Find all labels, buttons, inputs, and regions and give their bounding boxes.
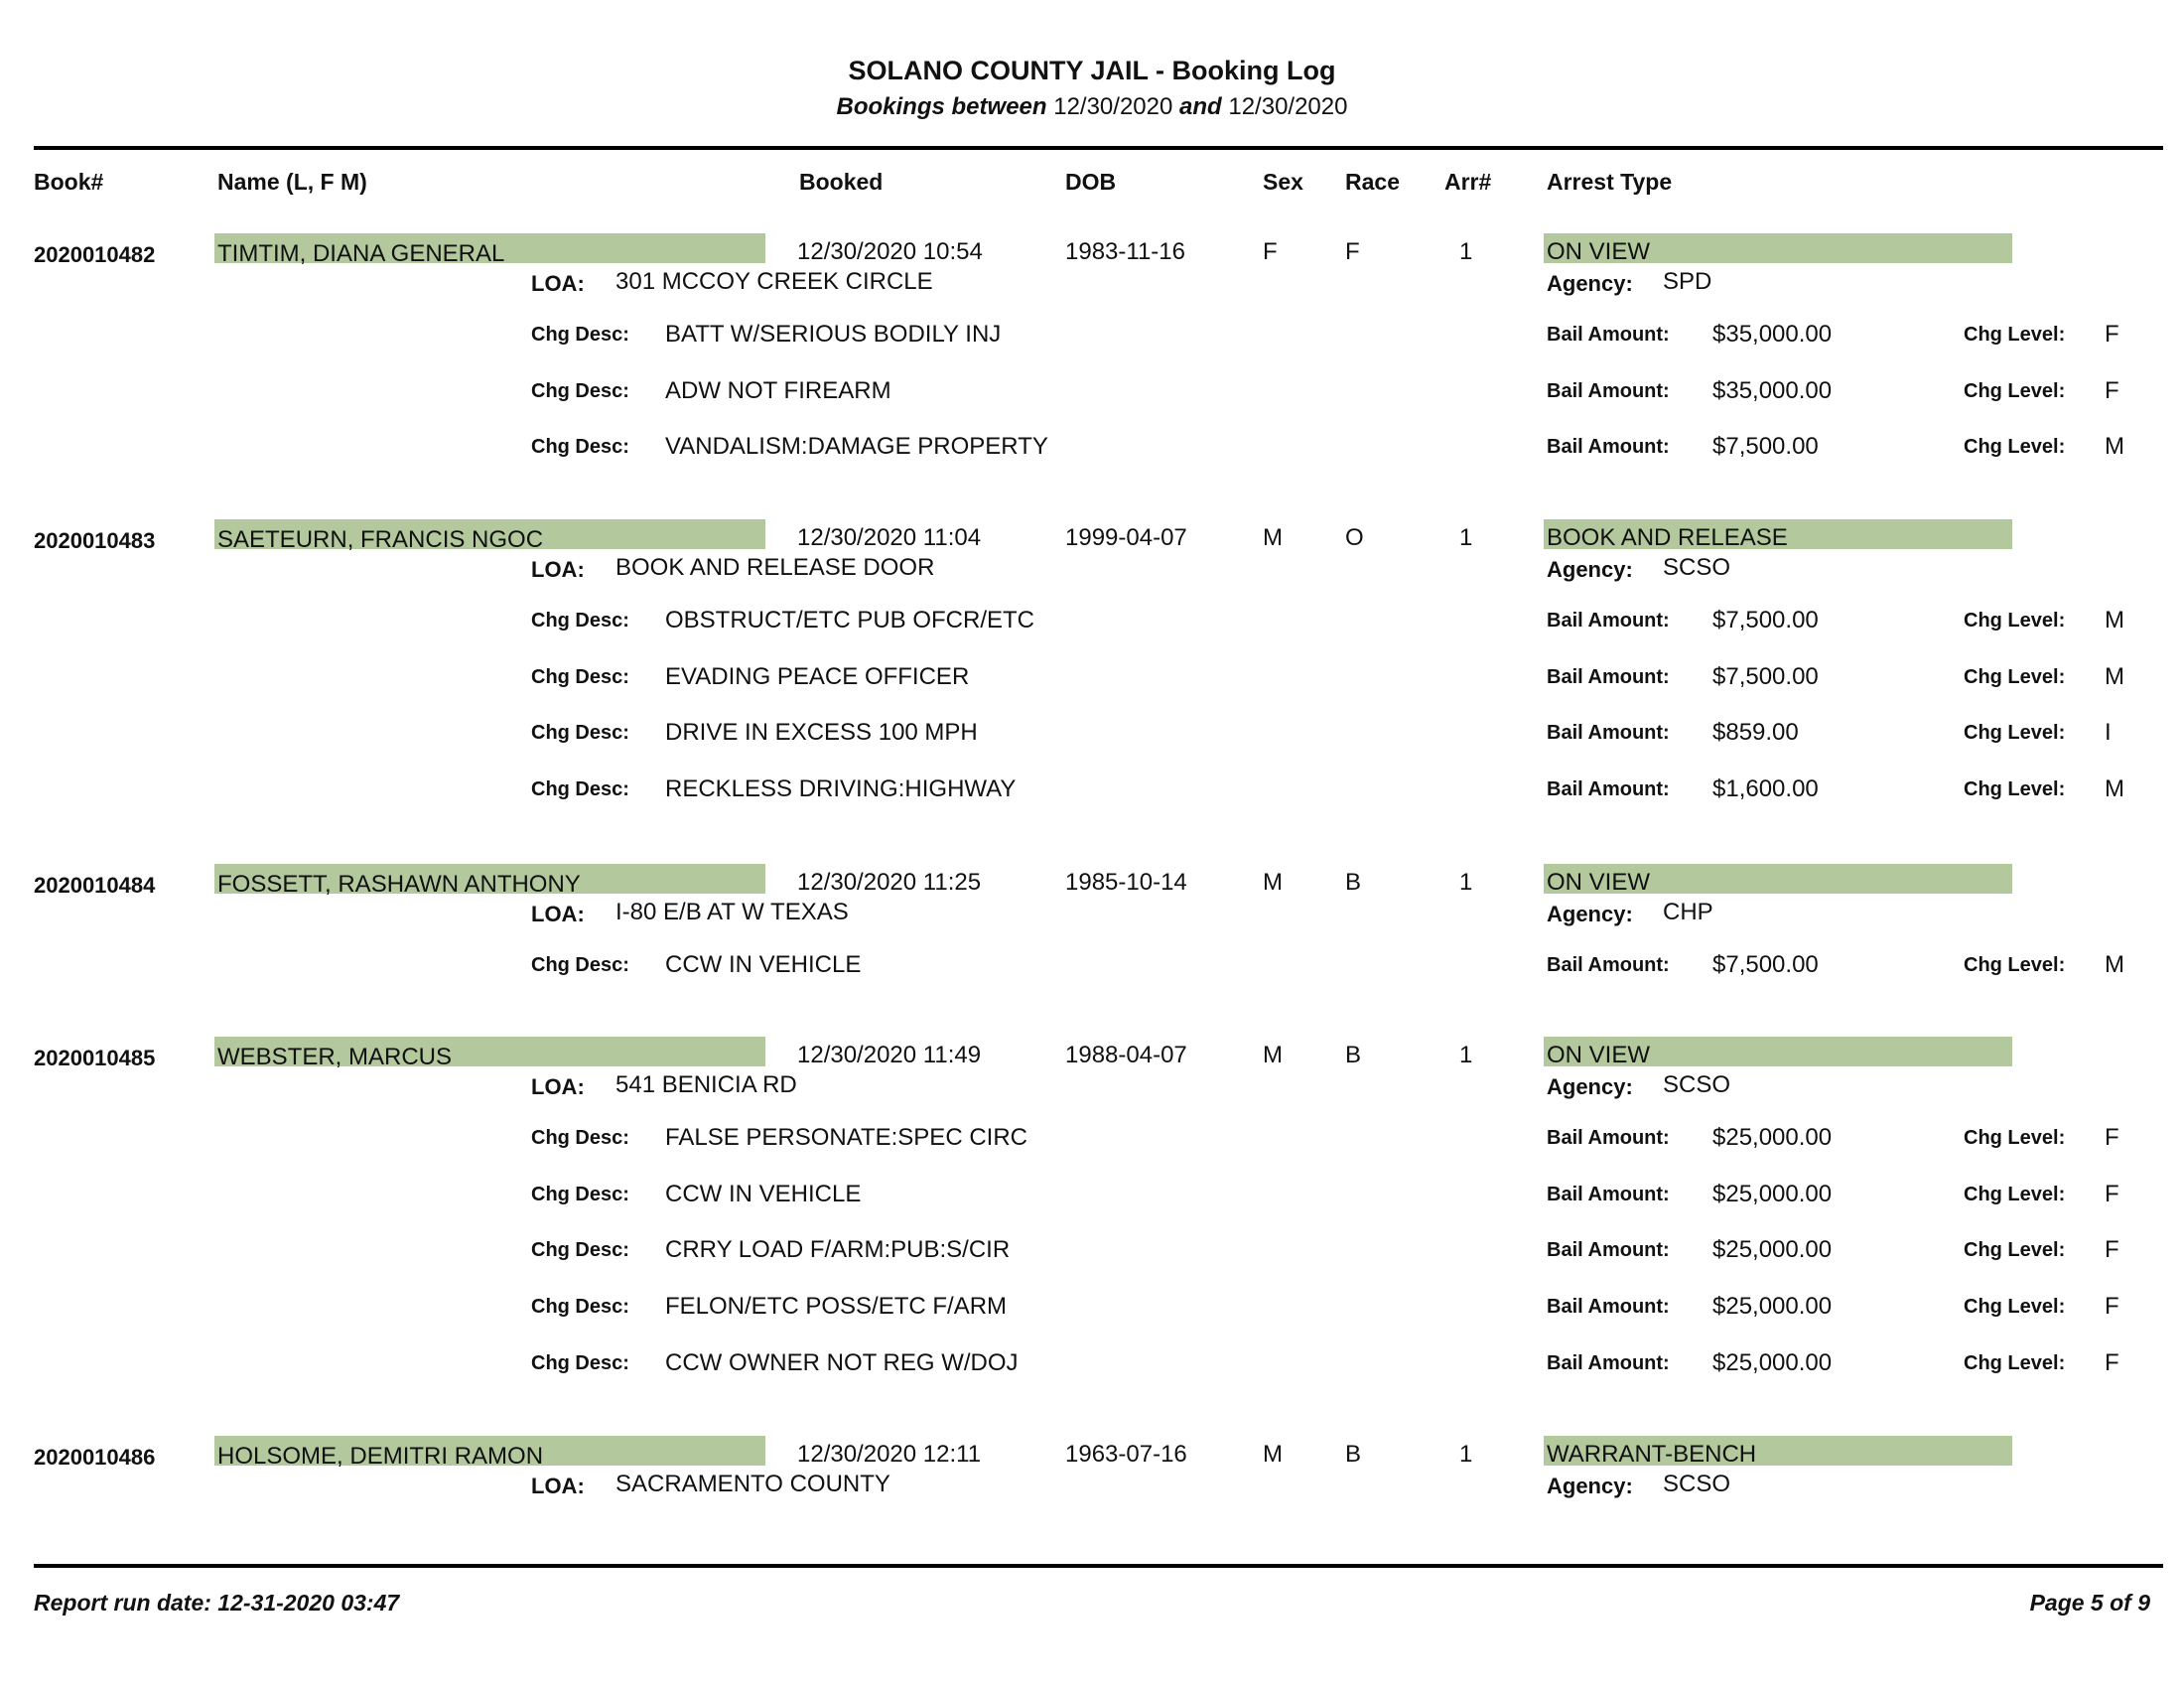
loa-label: LOA: bbox=[531, 271, 585, 296]
charge-level-label: Chg Level: bbox=[1964, 436, 2066, 458]
arrest-number: 1 bbox=[1459, 869, 1473, 896]
charge-row bbox=[0, 1124, 2184, 1164]
charge-level: I bbox=[2105, 719, 2112, 746]
charge-description: OBSTRUCT/ETC PUB OFCR/ETC bbox=[665, 607, 1035, 633]
bail-amount: $7,500.00 bbox=[1712, 663, 1819, 690]
race-value: B bbox=[1345, 869, 1362, 896]
subtitle-and: and bbox=[1179, 93, 1222, 120]
charge-desc-label: Chg Desc: bbox=[531, 324, 629, 346]
sex-value: F bbox=[1263, 238, 1278, 265]
charge-row bbox=[0, 1349, 2184, 1389]
column-header-sex: Sex bbox=[1263, 169, 1303, 195]
arrest-type: ON VIEW bbox=[1547, 869, 1651, 896]
date-of-birth: 1999-04-07 bbox=[1065, 524, 1187, 551]
bail-amount: $1,600.00 bbox=[1712, 775, 1819, 802]
charge-desc-label: Chg Desc: bbox=[531, 1352, 629, 1374]
arrest-number: 1 bbox=[1459, 238, 1473, 265]
column-header-dob: DOB bbox=[1065, 169, 1117, 195]
charge-level-label: Chg Level: bbox=[1964, 1296, 2066, 1318]
booked-datetime: 12/30/2020 11:04 bbox=[797, 524, 982, 551]
charge-desc-label: Chg Desc: bbox=[531, 1184, 629, 1205]
charge-desc-label: Chg Desc: bbox=[531, 436, 629, 458]
bail-amount-label: Bail Amount: bbox=[1547, 610, 1670, 632]
bail-amount: $35,000.00 bbox=[1712, 321, 1833, 348]
loa-label: LOA: bbox=[531, 902, 585, 926]
charge-description: CRRY LOAD F/ARM:PUB:S/CIR bbox=[665, 1236, 1011, 1263]
loa-label: LOA: bbox=[531, 1474, 585, 1498]
charge-row bbox=[0, 1181, 2184, 1220]
charge-row bbox=[0, 377, 2184, 417]
subtitle-from-date: 12/30/2020 bbox=[1053, 93, 1173, 120]
race-value: B bbox=[1345, 1042, 1362, 1068]
loa-label: LOA: bbox=[531, 557, 585, 582]
bail-amount-label: Bail Amount: bbox=[1547, 324, 1670, 346]
bail-amount: $7,500.00 bbox=[1712, 951, 1819, 978]
charge-level: M bbox=[2105, 433, 2124, 460]
bail-amount-label: Bail Amount: bbox=[1547, 1239, 1670, 1261]
charge-desc-label: Chg Desc: bbox=[531, 380, 629, 402]
charge-level: M bbox=[2105, 607, 2124, 633]
charge-description: CCW IN VEHICLE bbox=[665, 951, 862, 978]
subtitle-to-date: 12/30/2020 bbox=[1228, 93, 1348, 120]
inmate-name: HOLSOME, DEMITRI RAMON bbox=[217, 1443, 544, 1470]
charge-level-label: Chg Level: bbox=[1964, 1352, 2066, 1374]
bail-amount: $25,000.00 bbox=[1712, 1181, 1833, 1207]
charge-row bbox=[0, 321, 2184, 360]
bail-amount: $7,500.00 bbox=[1712, 433, 1819, 460]
arrest-number: 1 bbox=[1459, 1042, 1473, 1068]
date-of-birth: 1988-04-07 bbox=[1065, 1042, 1187, 1068]
charge-description: VANDALISM:DAMAGE PROPERTY bbox=[665, 433, 1048, 460]
location-of-arrest: BOOK AND RELEASE DOOR bbox=[615, 554, 935, 581]
booked-datetime: 12/30/2020 11:49 bbox=[797, 1042, 982, 1068]
bail-amount: $25,000.00 bbox=[1712, 1124, 1833, 1151]
date-of-birth: 1983-11-16 bbox=[1065, 238, 1185, 265]
column-header-booked: Booked bbox=[799, 169, 884, 195]
charge-row bbox=[0, 433, 2184, 473]
location-of-arrest: I-80 E/B AT W TEXAS bbox=[615, 899, 849, 925]
arrest-number: 1 bbox=[1459, 524, 1473, 551]
report-title: SOLANO COUNTY JAIL - Booking Log bbox=[848, 56, 1336, 85]
bail-amount: $25,000.00 bbox=[1712, 1293, 1833, 1320]
inmate-name: WEBSTER, MARCUS bbox=[217, 1044, 453, 1070]
charge-desc-label: Chg Desc: bbox=[531, 778, 629, 800]
booked-datetime: 12/30/2020 12:11 bbox=[797, 1441, 982, 1468]
charge-desc-label: Chg Desc: bbox=[531, 954, 629, 976]
race-value: B bbox=[1345, 1441, 1362, 1468]
column-header-name: Name (L, F M) bbox=[217, 169, 367, 195]
charge-level: F bbox=[2105, 1124, 2119, 1151]
bail-amount: $25,000.00 bbox=[1712, 1349, 1833, 1376]
charge-row bbox=[0, 607, 2184, 646]
charge-row bbox=[0, 1236, 2184, 1276]
agency-value: SPD bbox=[1663, 268, 1712, 295]
charge-level: F bbox=[2105, 1181, 2119, 1207]
agency-value: SCSO bbox=[1663, 554, 1731, 581]
charge-row bbox=[0, 719, 2184, 759]
date-of-birth: 1963-07-16 bbox=[1065, 1441, 1187, 1468]
page-number: Page 5 of 9 bbox=[2029, 1590, 2150, 1616]
charge-row bbox=[0, 951, 2184, 991]
report-run-date: Report run date: 12-31-2020 03:47 bbox=[34, 1590, 400, 1616]
charge-level-label: Chg Level: bbox=[1964, 778, 2066, 800]
charge-level: M bbox=[2105, 775, 2124, 802]
agency-label: Agency: bbox=[1547, 1474, 1633, 1498]
charge-desc-label: Chg Desc: bbox=[531, 1239, 629, 1261]
arrest-type: ON VIEW bbox=[1547, 1042, 1651, 1068]
column-header-book: Book# bbox=[34, 169, 104, 195]
inmate-name: SAETEURN, FRANCIS NGOC bbox=[217, 526, 544, 553]
charge-level: F bbox=[2105, 321, 2119, 348]
inmate-name: FOSSETT, RASHAWN ANTHONY bbox=[217, 871, 581, 898]
charge-row bbox=[0, 775, 2184, 815]
booked-datetime: 12/30/2020 10:54 bbox=[797, 238, 983, 265]
charge-row bbox=[0, 1293, 2184, 1333]
booked-datetime: 12/30/2020 11:25 bbox=[797, 869, 982, 896]
bail-amount: $35,000.00 bbox=[1712, 377, 1833, 404]
charge-level-label: Chg Level: bbox=[1964, 666, 2066, 688]
bail-amount-label: Bail Amount: bbox=[1547, 436, 1670, 458]
agency-value: SCSO bbox=[1663, 1471, 1731, 1497]
bail-amount-label: Bail Amount: bbox=[1547, 1184, 1670, 1205]
footer-divider bbox=[34, 1564, 2163, 1568]
arrest-number: 1 bbox=[1459, 1441, 1473, 1468]
book-number: 2020010482 bbox=[34, 242, 156, 267]
charge-desc-label: Chg Desc: bbox=[531, 1296, 629, 1318]
agency-label: Agency: bbox=[1547, 557, 1633, 582]
charge-level: F bbox=[2105, 377, 2119, 404]
arrest-type: BOOK AND RELEASE bbox=[1547, 524, 1788, 551]
subtitle-prefix: Bookings between bbox=[836, 93, 1047, 120]
header-divider bbox=[34, 146, 2163, 150]
charge-level-label: Chg Level: bbox=[1964, 610, 2066, 632]
location-of-arrest: 541 BENICIA RD bbox=[615, 1071, 797, 1098]
bail-amount-label: Bail Amount: bbox=[1547, 1352, 1670, 1374]
charge-description: FELON/ETC POSS/ETC F/ARM bbox=[665, 1293, 1008, 1320]
arrest-type: WARRANT-BENCH bbox=[1547, 1441, 1757, 1468]
bail-amount: $859.00 bbox=[1712, 719, 1799, 746]
date-of-birth: 1985-10-14 bbox=[1065, 869, 1187, 896]
charge-desc-label: Chg Desc: bbox=[531, 1127, 629, 1149]
bail-amount-label: Bail Amount: bbox=[1547, 778, 1670, 800]
book-number: 2020010485 bbox=[34, 1046, 156, 1070]
book-number: 2020010484 bbox=[34, 873, 156, 898]
charge-description: BATT W/SERIOUS BODILY INJ bbox=[665, 321, 1002, 348]
charge-level: F bbox=[2105, 1236, 2119, 1263]
agency-label: Agency: bbox=[1547, 902, 1633, 926]
bail-amount-label: Bail Amount: bbox=[1547, 1296, 1670, 1318]
charge-desc-label: Chg Desc: bbox=[531, 610, 629, 632]
book-number: 2020010486 bbox=[34, 1445, 156, 1470]
charge-row bbox=[0, 663, 2184, 703]
charge-description: ADW NOT FIREARM bbox=[665, 377, 891, 404]
bail-amount-label: Bail Amount: bbox=[1547, 380, 1670, 402]
column-header-arr: Arr# bbox=[1444, 169, 1492, 195]
charge-desc-label: Chg Desc: bbox=[531, 666, 629, 688]
sex-value: M bbox=[1263, 869, 1283, 896]
arrest-type: ON VIEW bbox=[1547, 238, 1651, 265]
loa-label: LOA: bbox=[531, 1074, 585, 1099]
charge-level: M bbox=[2105, 663, 2124, 690]
sex-value: M bbox=[1263, 1042, 1283, 1068]
bail-amount: $7,500.00 bbox=[1712, 607, 1819, 633]
charge-level: F bbox=[2105, 1293, 2119, 1320]
bail-amount-label: Bail Amount: bbox=[1547, 722, 1670, 744]
charge-description: CCW IN VEHICLE bbox=[665, 1181, 862, 1207]
charge-description: EVADING PEACE OFFICER bbox=[665, 663, 970, 690]
charge-level-label: Chg Level: bbox=[1964, 954, 2066, 976]
book-number: 2020010483 bbox=[34, 528, 156, 553]
agency-label: Agency: bbox=[1547, 1074, 1633, 1099]
charge-level-label: Chg Level: bbox=[1964, 324, 2066, 346]
agency-value: SCSO bbox=[1663, 1071, 1731, 1098]
charge-level-label: Chg Level: bbox=[1964, 1184, 2066, 1205]
charge-level: M bbox=[2105, 951, 2124, 978]
charge-description: FALSE PERSONATE:SPEC CIRC bbox=[665, 1124, 1027, 1151]
charge-description: RECKLESS DRIVING:HIGHWAY bbox=[665, 775, 1017, 802]
bail-amount-label: Bail Amount: bbox=[1547, 666, 1670, 688]
report-subtitle bbox=[0, 93, 2184, 121]
sex-value: M bbox=[1263, 1441, 1283, 1468]
bail-amount: $25,000.00 bbox=[1712, 1236, 1833, 1263]
column-header-arrest-type: Arrest Type bbox=[1547, 169, 1673, 195]
race-value: O bbox=[1345, 524, 1364, 551]
charge-description: CCW OWNER NOT REG W/DOJ bbox=[665, 1349, 1019, 1376]
charge-level: F bbox=[2105, 1349, 2119, 1376]
bail-amount-label: Bail Amount: bbox=[1547, 1127, 1670, 1149]
agency-label: Agency: bbox=[1547, 271, 1633, 296]
inmate-name: TIMTIM, DIANA GENERAL bbox=[217, 240, 505, 267]
agency-value: CHP bbox=[1663, 899, 1713, 925]
charge-level-label: Chg Level: bbox=[1964, 722, 2066, 744]
race-value: F bbox=[1345, 238, 1360, 265]
charge-description: DRIVE IN EXCESS 100 MPH bbox=[665, 719, 978, 746]
location-of-arrest: 301 MCCOY CREEK CIRCLE bbox=[615, 268, 933, 295]
location-of-arrest: SACRAMENTO COUNTY bbox=[615, 1471, 890, 1497]
charge-level-label: Chg Level: bbox=[1964, 1127, 2066, 1149]
charge-desc-label: Chg Desc: bbox=[531, 722, 629, 744]
column-header-race: Race bbox=[1345, 169, 1400, 195]
sex-value: M bbox=[1263, 524, 1283, 551]
bail-amount-label: Bail Amount: bbox=[1547, 954, 1670, 976]
charge-level-label: Chg Level: bbox=[1964, 1239, 2066, 1261]
charge-level-label: Chg Level: bbox=[1964, 380, 2066, 402]
